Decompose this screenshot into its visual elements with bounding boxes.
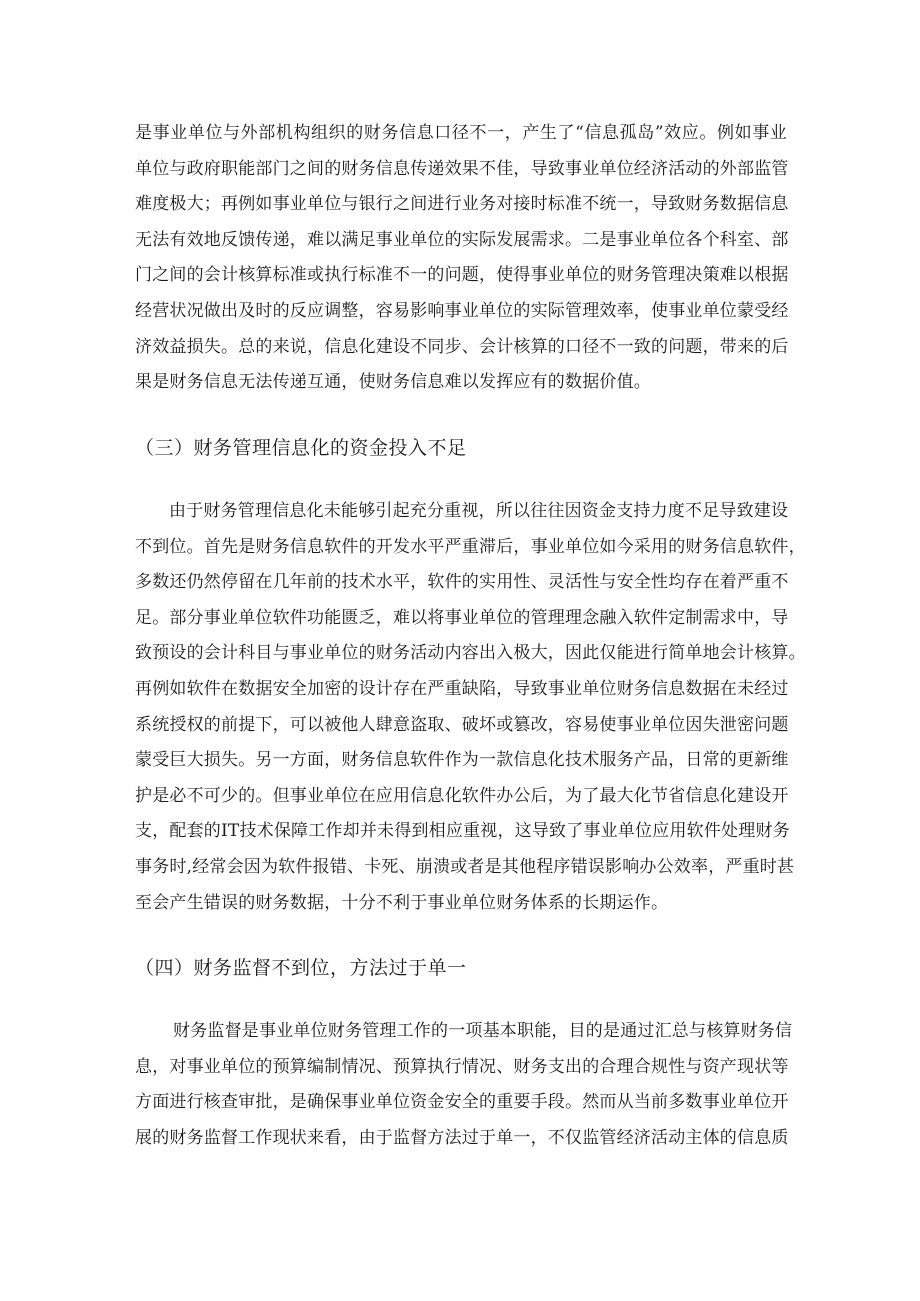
paragraph-line: 方面进行核查审批，是确保事业单位资金安全的重要手段。然而从当前多数事业单位开 <box>135 1092 789 1113</box>
paragraph-line: 支，配套的IT技术保障工作却并未得到相应重视，这导致了事业单位应用软件处理财务 <box>135 821 790 842</box>
paragraph-line: 财务监督是事业单位财务管理工作的一项基本职能，目的是通过汇总与核算财务信 <box>173 1021 793 1041</box>
paragraph-line: 无法有效地反馈传递，难以满足事业单位的实际发展需求。二是事业单位各个科室、部 <box>135 229 789 250</box>
paragraph-line: 多数还仍然停留在几年前的技术水平，软件的实用性、灵活性与安全性均存在着严重不 <box>135 572 789 593</box>
paragraph-funding-insufficient <box>135 494 806 921</box>
paragraph-line: 蒙受巨大损失。另一方面，财务信息软件作为一款信息化技术服务产品，日常的更新维 <box>135 750 789 771</box>
paragraph-line: 济效益损失。总的来说，信息化建设不同步、会计核算的口径不一致的问题，带来的后 <box>135 336 789 357</box>
section-heading-3: （三）财务管理信息化的资金投入不足 <box>135 437 467 459</box>
paragraph-line: 由于财务管理信息化未能够引起充分重视，所以往往因资金支持力度不足导致建设 <box>169 501 789 521</box>
paragraph-line: 是事业单位与外部机构组织的财务信息口径不一，产生了“信息孤岛”效应。例如事业 <box>135 123 787 143</box>
paragraph-line: 再例如软件在数据安全加密的设计存在严重缺陷，导致事业单位财务信息数据在未经过 <box>135 678 789 699</box>
paragraph-line: 系统授权的前提下，可以被他人肆意盗取、破坏或篡改，容易使事业单位因失泄密问题 <box>135 714 789 735</box>
paragraph-line: 难度极大；再例如事业单位与银行之间进行业务对接时标准不统一，导致财务数据信息 <box>135 194 789 215</box>
paragraph-line: 单位与政府职能部门之间的财务信息传递效果不佳，导致事业单位经济活动的外部监管 <box>135 158 789 179</box>
paragraph-supervision <box>135 1014 793 1156</box>
paragraph-line: 不到位。首先是财务信息软件的开发水平严重滞后，事业单位如今采用的财务信息软件， <box>135 536 806 557</box>
paragraph-line: 展的财务监督工作现状来看，由于监督方法过于单一，不仅监管经济活动主体的信息质 <box>135 1127 789 1148</box>
paragraph-line: 门之间的会计核算标准或执行标准不一的问题，使得事业单位的财务管理决策难以根据 <box>135 265 789 286</box>
paragraph-line: 果是财务信息无法传递互通，使财务信息难以发挥应有的数据价值。 <box>135 372 651 393</box>
paragraph-line: 至会产生错误的财务数据，十分不利于事业单位财务体系的长期运作。 <box>135 892 669 913</box>
section-heading-4: （四）财务监督不到位，方法过于单一 <box>135 957 467 979</box>
paragraph-line: 护是必不可少的。但事业单位在应用信息化软件办公后，为了最大化节省信息化建设开 <box>135 785 789 806</box>
paragraph-line: 息，对事业单位的预算编制情况、预算执行情况、财务支出的合理合规性与资产现状等 <box>135 1056 789 1077</box>
paragraph-line: 经营状况做出及时的反应调整，容易影响事业单位的实际管理效率，使事业单位蒙受经 <box>135 300 789 321</box>
paragraph-information-consistency <box>135 116 787 401</box>
paragraph-line: 事务时,经常会因为软件报错、卡死、崩溃或者是其他程序错误影响办公效率，严重时甚 <box>135 856 795 877</box>
paragraph-line: 足。部分事业单位软件功能匮乏，难以将事业单位的管理理念融入软件定制需求中，导 <box>135 607 789 628</box>
paragraph-line: 致预设的会计科目与事业单位的财务活动内容出入极大，因此仅能进行简单地会计核算。 <box>135 643 806 664</box>
